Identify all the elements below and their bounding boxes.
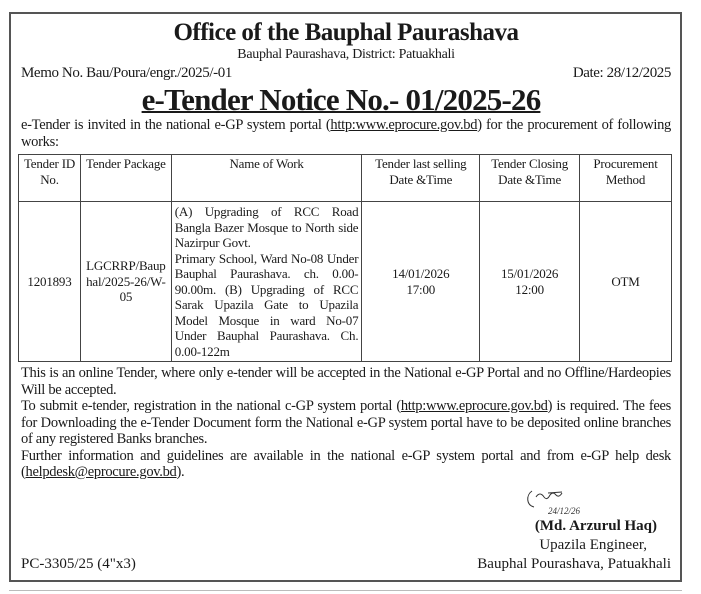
office-title: Office of the Bauphal Paurashava bbox=[173, 19, 519, 46]
online-tender-paragraph: This is an online Tender, where only e-tender will be accepted in the National e-GP Portal and no Offline/Hardeopies Will be accepted. bbox=[21, 365, 671, 398]
closing-date: 15/01/2026 bbox=[500, 266, 559, 281]
signature-area bbox=[21, 487, 671, 574]
eprocure-link-2[interactable]: http:www.eprocure.gov.bd bbox=[400, 398, 548, 414]
handwritten-signature bbox=[21, 487, 671, 517]
notice-title bbox=[21, 83, 671, 117]
info-paragraph bbox=[21, 448, 671, 481]
signatory-name: (Md. Arzurul Haq) bbox=[534, 517, 657, 534]
notice-date: Date: 28/12/2025 bbox=[572, 65, 671, 81]
work-part-a: (A) Upgrading of RCC Road Bangla Bazer Mosque to North side Nazirpur Govt. bbox=[174, 204, 359, 250]
intro-paragraph bbox=[21, 117, 671, 150]
svg-text:24/12/26: 24/12/26 bbox=[548, 505, 581, 516]
header-tender-id: Tender ID No. bbox=[19, 155, 81, 202]
procurement-method: OTM bbox=[580, 202, 672, 362]
intro-text: e-Tender is invited in the national e-GP system portal ( bbox=[21, 117, 331, 133]
registration-text-end: ) is required. The fees for Downloading the e-Tender Document form the National e-GP system portal have to be deposited online branches of any registered Banks branches. bbox=[21, 398, 671, 447]
closing-time: 12:00 bbox=[515, 281, 544, 297]
intro-text-end: ) for the procurement of following works: bbox=[21, 117, 671, 150]
memo-row bbox=[21, 64, 671, 82]
eprocure-link[interactable]: http:www.eprocure.gov.bd bbox=[330, 117, 478, 133]
office-subtitle: Bauphal Paurashava, District: Patuakhali bbox=[237, 47, 455, 62]
registration-paragraph bbox=[21, 398, 671, 448]
pc-code: PC-3305/25 (4"x3) bbox=[21, 555, 136, 572]
tender-package: LGCRRP/Bauphal/2025-26/W-05 bbox=[80, 202, 171, 362]
header-selling: Tender last selling Date &Time bbox=[362, 155, 480, 202]
header-package: Tender Package bbox=[80, 155, 171, 202]
table-row bbox=[19, 202, 672, 362]
notice-frame bbox=[9, 12, 682, 582]
closing-datetime bbox=[480, 202, 580, 362]
tender-table bbox=[18, 154, 672, 362]
selling-datetime bbox=[362, 202, 480, 362]
memo-number: Memo No. Bau/Poura/engr./2025/-01 bbox=[21, 65, 232, 81]
registration-text: To submit e-tender, registration in the national c-GP system portal ( bbox=[21, 398, 401, 414]
table-header-row bbox=[19, 155, 672, 202]
signatory-designation: Upazila Engineer, bbox=[539, 536, 647, 553]
selling-time: 17:00 bbox=[406, 281, 436, 297]
work-name bbox=[171, 202, 362, 362]
work-part-b: Primary School, Ward No-08 Under Bauphal Paurashava. ch. 0.00-90.00m. (B) Upgrading of RCC Sarak Upazila Gate to Upazila Model Mosque in ward No-07 Under Bauphal Paurashava. Ch. 0.00-122m bbox=[174, 250, 359, 359]
signatory-office: Bauphal Pourashava, Patuakhali bbox=[477, 555, 671, 572]
helpdesk-email-link[interactable]: helpdesk@eprocure.gov.bd bbox=[25, 464, 177, 480]
notice-title-text: e-Tender Notice No.- 01/2025-26 bbox=[141, 82, 541, 117]
selling-date: 14/01/2026 bbox=[392, 266, 450, 281]
header-work: Name of Work bbox=[171, 155, 362, 202]
info-text: Further information and guidelines are available in the national e-GP system portal and from e-GP help desk ( bbox=[21, 447, 671, 480]
tender-id: 1201893 bbox=[19, 202, 81, 362]
header-closing: Tender Closing Date &Time bbox=[480, 155, 580, 202]
info-text-end: ). bbox=[176, 464, 185, 480]
footer-row bbox=[21, 555, 671, 574]
divider bbox=[9, 590, 682, 591]
header-method: Procurement Method bbox=[580, 155, 672, 202]
